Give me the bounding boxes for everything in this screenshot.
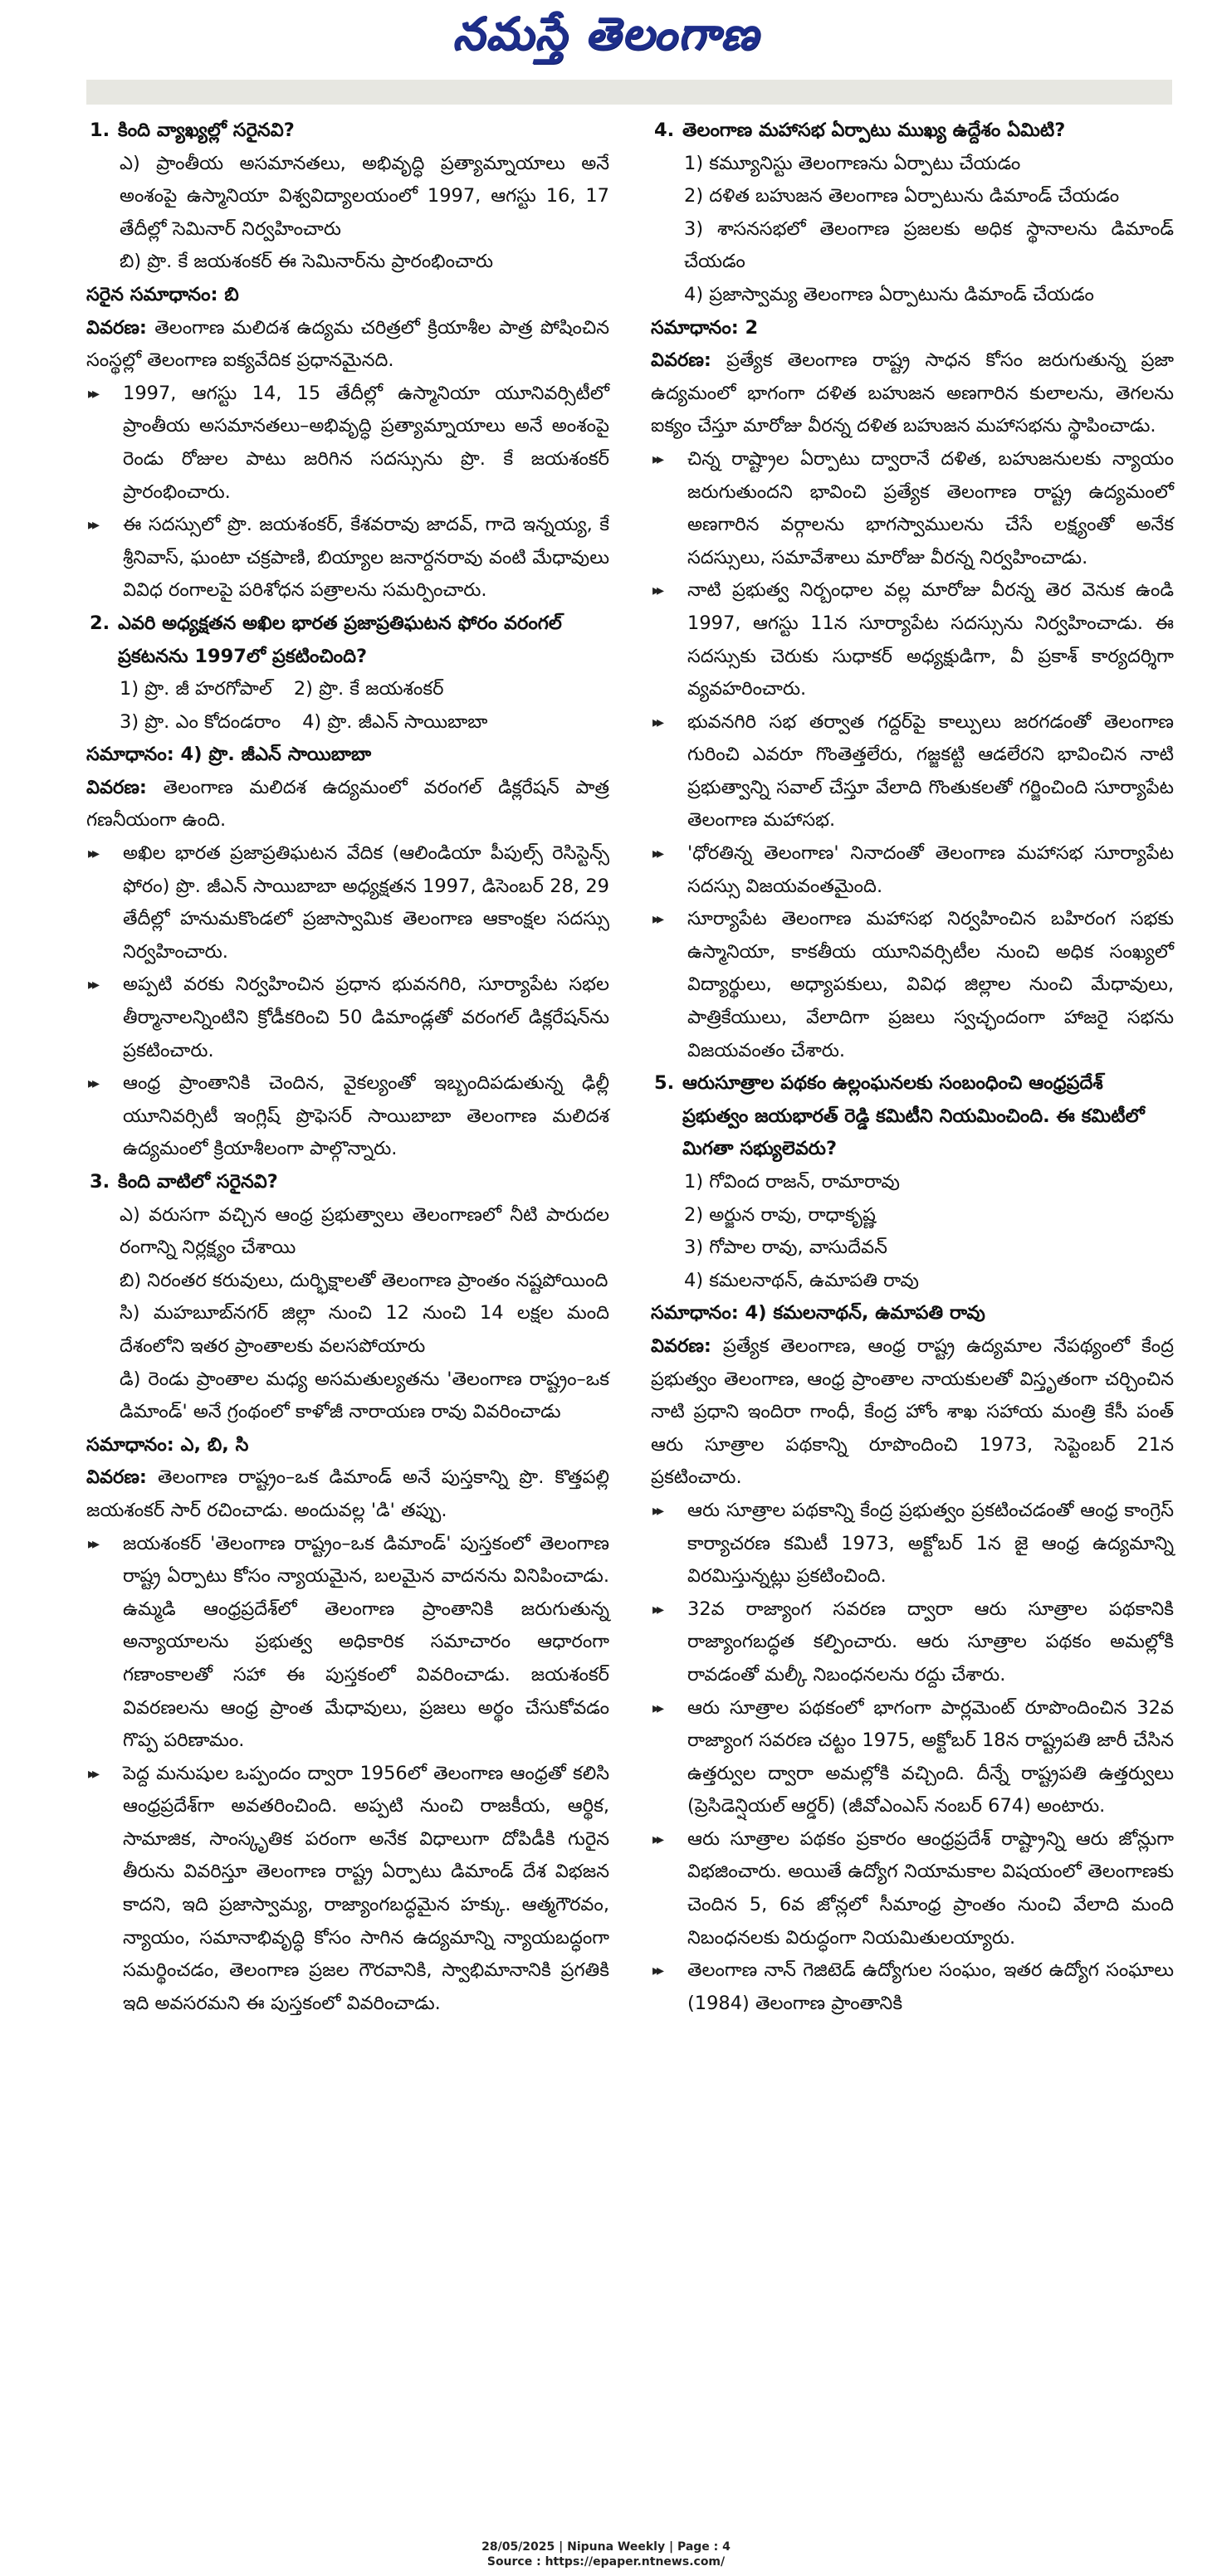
option-3: 3) గోపాల రావు, వాసుదేవన్ [684, 1237, 887, 1259]
right-column [651, 115, 1174, 2020]
double-arrow-icon: ▸▸ [652, 1962, 662, 1980]
question-text: తెలంగాణ మహాసభ ఏర్పాటు ముఖ్య ఉద్దేశం ఏమిటి? [682, 120, 1066, 141]
bullet-point: ▸▸ భువనగిరి సభ తర్వాత గద్దర్‌పై కాల్పులు జరగడంతో తెలంగాణ గురించి ఎవరూ గొంతెత్తలేరు, గజ్జకట్టి ఆడలేరని భావించిన నాటి ప్రభుత్వాన్ని సవాల్ చేస్తూ వేలాది గొంతుకలతో గర్జించింది సూర్యాపేట తెలంగాణ మహాసభ. [651, 706, 1174, 837]
double-arrow-icon: ▸▸ [652, 450, 662, 468]
explanation [651, 344, 1174, 443]
question-text: కింది వాటిలో సరైనవి? [118, 1171, 278, 1193]
double-arrow-icon: ▸▸ [652, 1699, 662, 1717]
double-arrow-icon: ▸▸ [88, 1534, 97, 1553]
header-band [86, 80, 1172, 105]
bullet-point: ▸▸ ఆరు సూత్రాల పథకం ప్రకారం ఆంధ్రప్రదేశ్ రాష్ట్రాన్ని ఆరు జోన్లుగా విభజించారు. అయితే ఉద్యోగ నియామకాల విషయంలో తెలంగాణకు చెందిన 5, 6వ జోన్లలో సీమాంధ్ర ప్రాంతం నుంచి వేలాది మంది నిబంధనలకు విరుద్ధంగా నియమితులయ్యారు. [651, 1823, 1174, 1954]
left-column [86, 115, 609, 2020]
double-arrow-icon: ▸▸ [652, 582, 662, 600]
masthead [0, 0, 1212, 65]
option-4: 4) కమలనాథన్, ఉమాపతి రావు [684, 1269, 919, 1291]
double-arrow-icon: ▸▸ [88, 516, 97, 534]
explanation-label: వివరణ: [651, 1334, 711, 1357]
option-1: 1) గోవింద రాజన్, రామారావు [684, 1171, 900, 1193]
question-2 [86, 607, 609, 673]
option-c: సి) మహబూబ్‌నగర్ జిల్లా నుంచి 12 నుంచి 14 లక్షల మంది దేశంలోని ఇతర ప్రాంతాలకు వలసపోయారు [120, 1302, 609, 1357]
answer: సమాధానం: 4) కమలనాథన్, ఉమాపతి రావు [651, 1302, 985, 1325]
bullet-point: ▸▸ తెలంగాణ నాన్ గెజిటెడ్ ఉద్యోగుల సంఘం, ఇతర ఉద్యోగ సంఘాలు (1984) తెలంగాణ ప్రాంతానికి [651, 1954, 1174, 2020]
double-arrow-icon: ▸▸ [88, 976, 97, 994]
double-arrow-icon: ▸▸ [88, 1075, 97, 1093]
bullet-point: ▸▸ 1997, ఆగస్టు 14, 15 తేదీల్లో ఉస్మానియా యూనివర్సిటీలో ప్రాంతీయ అసమానతలు–అభివృద్ధి ప్రత్యామ్నాయాలు అనే అంశంపై రెండు రోజుల పాటు జరిగిన సదస్సును ప్రొ. కే జయశంకర్ ప్రారంభించారు. [86, 378, 609, 509]
bullet-point: ▸▸ అప్పటి వరకు నిర్వహించిన ప్రధాన భువనగిరి, సూర్యాపేట సభల తీర్మానాలన్నింటిని క్రోడీకరించి 50 డిమాండ్లతో వరంగల్ డిక్లరేషన్‌ను ప్రకటించారు. [86, 968, 609, 1067]
option-4: 4) ప్రజాస్వామ్య తెలంగాణ ఏర్పాటును డిమాండ్ చేయడం [684, 283, 1094, 305]
option-2: 2) అర్జున రావు, రాధాకృష్ణ [684, 1203, 876, 1226]
option-a: ఎ) ప్రాంతీయ అసమానతలు, అభివృద్ధి ప్రత్యామ్నాయాలు అనే అంశంపై ఉస్మానియా విశ్వవిద్యాలయంలో 1997, ఆగస్టు 16, 17 తేదీల్లో సెమినార్ నిర్వహించారు [120, 152, 609, 240]
answer: సమాధానం: 2 [651, 316, 759, 339]
explanation-label: వివరణ: [86, 1466, 147, 1489]
explanation-text: తెలంగాణ రాష్ట్రం–ఒక డిమాండ్ అనే పుస్తకాన్ని ప్రొ. కొత్తపల్లి జయశంకర్ సార్ రచించాడు. అందువల్ల 'డి' తప్పు. [86, 1466, 610, 1521]
question-number: 2. [90, 612, 110, 634]
answer: సరైన సమాధానం: బి [86, 283, 239, 305]
bullet-point: ▸▸ జయశంకర్ 'తెలంగాణ రాష్ట్రం–ఒక డిమాండ్' పుస్తకంలో తెలంగాణ రాష్ట్ర ఏర్పాటు కోసం న్యాయమైన, బలమైన వాదనను వినిపించాడు. ఉమ్మడి ఆంధ్రప్రదేశ్‌లో తెలంగాణ ప్రాంతానికి జరుగుతున్న అన్యాయాలను ప్రభుత్వ అధికారిక సమాచారం ఆధారంగా గణాంకాలతో సహా ఈ పుస్తకంలో వివరించాడు. జయశంకర్ వివరణలను ఆంధ్ర ప్రాంత మేధావులు, ప్రజలు అర్థం చేసుకోవడం గొప్ప పరిణామం. [86, 1528, 609, 1758]
question-4 [651, 115, 1174, 148]
explanation-label: వివరణ: [86, 316, 147, 339]
question-text: ఎవరి అధ్యక్షతన అఖిల భారత ప్రజాప్రతిఘటన ఫోరం వరంగల్ ప్రకటనను 1997లో ప్రకటించింది? [118, 612, 562, 667]
bullet-point: ▸▸ పెద్ద మనుషుల ఒప్పందం ద్వారా 1956లో తెలంగాణ ఆంధ్రతో కలిసి ఆంధ్రప్రదేశ్‌గా అవతరించింది. అప్పటి నుంచి రాజకీయ, ఆర్థిక, సామాజిక, సాంస్కృతిక పరంగా అనేక విధాలుగా దోపిడీకి గురైన తీరును వివరిస్తూ తెలంగాణ రాష్ట్ర ఏర్పాటు డిమాండ్ దేశ విభజన కాదని, ఇది ప్రజాస్వామ్య, రాజ్యాంగబద్ధమైన హక్కు. ఆత్మగౌరవం, న్యాయం, సమానాభివృద్ధి కోసం సాగిన ఉద్యమాన్ని న్యాయబద్ధంగా సమర్థించడం, తెలంగాణ ప్రజల గౌరవానికి, స్వాభిమానానికి ప్రగతికి ఇది అవసరమని ఈ పుస్తకంలో వివరించాడు. [86, 1758, 609, 2021]
bullet-point: ▸▸ 32వ రాజ్యాంగ సవరణ ద్వారా ఆరు సూత్రాల పథకానికి రాజ్యాంగబద్ధత కల్పించారు. ఆరు సూత్రాల పథకం అమల్లోకి రావడంతో మల్కీ నిబంధనలను రద్దు చేశారు. [651, 1593, 1174, 1692]
option-3: 3) శాసనసభలో తెలంగాణ ప్రజలకు అధిక స్థానాలను డిమాండ్ చేయడం [684, 217, 1174, 273]
double-arrow-icon: ▸▸ [652, 845, 662, 863]
question-1 [86, 115, 609, 148]
double-arrow-icon: ▸▸ [652, 910, 662, 929]
question-text: కింది వ్యాఖ్యల్లో సరైనవి? [118, 120, 295, 141]
option-2: 2) దళిత బహుజన తెలంగాణ ఏర్పాటును డిమాండ్ చేయడం [684, 185, 1120, 207]
bullet-point: ▸▸ ఆరు సూత్రాల పథకాన్ని కేంద్ర ప్రభుత్వం ప్రకటించడంతో ఆంధ్ర కాంగ్రెస్ కార్యాచరణ కమిటీ 1973, అక్టోబర్ 1న జై ఆంధ్ర ఉద్యమాన్ని విరమిస్తున్నట్లు ప్రకటించింది. [651, 1495, 1174, 1593]
footer-date-line: 28/05/2025 | Nipuna Weekly | Page : 4 [481, 2540, 731, 2554]
double-arrow-icon: ▸▸ [88, 384, 97, 402]
question-number: 4. [654, 120, 675, 141]
explanation-label: వివరణ: [651, 349, 711, 372]
question-text: ఆరుసూత్రాల పథకం ఉల్లంఘనలకు సంబంధించి ఆంధ్రప్రదేశ్ ప్రభుత్వం జయభారత్ రెడ్డి కమిటీని నియమించింది. ఈ కమిటీలో మిగతా సభ్యులెవరు? [682, 1072, 1145, 1160]
option-2: 2) ప్రొ. కే జయశంకర్ [293, 678, 444, 700]
double-arrow-icon: ▸▸ [652, 713, 662, 731]
explanation [86, 1461, 609, 1527]
option-3: 3) ప్రొ. ఎం కోదండరాం [120, 710, 281, 733]
option-1: 1) ప్రొ. జీ హరగోపాల్ [120, 678, 272, 700]
question-number: 5. [654, 1072, 675, 1095]
option-a: ఎ) వరుసగా వచ్చిన ఆంధ్ర ప్రభుత్వాలు తెలంగాణలో నీటి పారుదల రంగాన్ని నిర్లక్ష్యం చేశాయి [120, 1203, 609, 1259]
bullet-point: ▸▸ నాటి ప్రభుత్వ నిర్బంధాల వల్ల మారోజు వీరన్న తెర వెనుక ఉండి 1997, ఆగస్టు 11న సూర్యాపేట సదస్సును నిర్వహించాడు. ఈ సదస్సుకు చెరుకు సుధాకర్ అధ్యక్షుడిగా, వీ ప్రకాశ్ కార్యదర్శిగా వ్యవహరించారు. [651, 574, 1174, 705]
bullet-point: ▸▸ చిన్న రాష్ట్రాల ఏర్పాటు ద్వారానే దళిత, బహుజనులకు న్యాయం జరుగుతుందని భావించి ప్రత్యేక తెలంగాణ రాష్ట్ర ఉద్యమంలో అణగారిన వర్గాలను భాగస్వాములను చేసే లక్ష్యంతో అనేక సదస్సులు, సమావేశాలు మారోజు వీరన్న నిర్వహించాడు. [651, 443, 1174, 574]
question-5 [651, 1067, 1174, 1166]
options-row [86, 673, 609, 706]
explanation-text: ప్రత్యేక తెలంగాణ రాష్ట్ర సాధన కోసం జరుగుతున్న ప్రజా ఉద్యమంలో భాగంగా దళిత బహుజన అణగారిన కులాలను, తెగలను ఐక్యం చేస్తూ మారోజు వీరన్న దళిత బహుజన మహాసభను స్థాపించాడు. [651, 349, 1175, 437]
explanation-label: వివరణ: [86, 776, 147, 798]
explanation [86, 312, 609, 378]
option-b: బి) ప్రొ. కే జయశంకర్ ఈ సెమినార్‌ను ప్రారంభించారు [120, 251, 494, 273]
answer: సమాధానం: 4) ప్రొ. జీఎన్ సాయిబాబా [86, 744, 372, 766]
option-d: డి) రెండు ప్రాంతాల మధ్య అసమతుల్యతను 'తెలంగాణ రాష్ట్రం–ఒక డిమాండ్' అనే గ్రంథంలో కాళోజీ నారాయణ రావు వివరించాడు [120, 1368, 609, 1423]
option-4: 4) ప్రొ. జీఎన్ సాయిబాబా [302, 710, 488, 733]
double-arrow-icon: ▸▸ [88, 1764, 97, 1783]
bullet-point: ▸▸ సూర్యాపేట తెలంగాణ మహాసభ నిర్వహించిన బహిరంగ సభకు ఉస్మానియా, కాకతీయ యూనివర్సిటీల నుంచి అధిక సంఖ్యలో విద్యార్థులు, అధ్యాపకులు, వివిధ జిల్లాల నుంచి మేధావులు, పాత్రికేయులు, వేలాదిగా ప్రజలు స్వచ్ఛందంగా హాజరై సభను విజయవంతం చేశారు. [651, 903, 1174, 1067]
option-b: బి) నిరంతర కరువులు, దుర్భిక్షాలతో తెలంగాణ ప్రాంతం నష్టపోయింది [120, 1269, 608, 1291]
double-arrow-icon: ▸▸ [652, 1600, 662, 1618]
bullet-point: ▸▸ 'ధోరతిన్న తెలంగాణ' నినాదంతో తెలంగాణ మహాసభ సూర్యాపేట సదస్సు విజయవంతమైంది. [651, 837, 1174, 903]
newspaper-logo: నమస్తే తెలంగాణ [452, 7, 760, 60]
bullet-point: ▸▸ ఈ సదస్సులో ప్రొ. జయశంకర్, కేశవరావు జాదవ్, గాదె ఇన్నయ్య, కే శ్రీనివాస్, ఘంటా చక్రపాణి, బియ్యాల జనార్దనరావు వంటి మేధావులు వివిధ రంగాలపై పరిశోధన పత్రాలను సమర్పించారు. [86, 509, 609, 607]
answer: సమాధానం: ఎ, బి, సి [86, 1433, 249, 1456]
page-footer [0, 2539, 1212, 2569]
bullet-point: ▸▸ అఖిల భారత ప్రజాప్రతిఘటన వేదిక (ఆలిండియా పీపుల్స్ రెసిస్టెన్స్ ఫోరం) ప్రొ. జీఎన్ సాయిబాబా అధ్యక్షతన 1997, డిసెంబర్ 28, 29 తేదీల్లో హనుమకొండలో ప్రజాస్వామిక తెలంగాణ ఆకాంక్షల సదస్సు నిర్వహించారు. [86, 837, 609, 968]
question-number: 3. [90, 1171, 110, 1193]
explanation [651, 1330, 1174, 1495]
double-arrow-icon: ▸▸ [652, 1501, 662, 1520]
options-row [86, 706, 609, 739]
double-arrow-icon: ▸▸ [652, 1830, 662, 1848]
bullet-point: ▸▸ ఆరు సూత్రాల పథకంలో భాగంగా పార్లమెంట్ రూపొందించిన 32వ రాజ్యాంగ సవరణ చట్టం 1975, అక్టోబర్ 18న రాష్ట్రపతి జారీ చేసిన ఉత్తర్వుల ద్వారా అమల్లోకి వచ్చింది. దీన్నే రాష్ట్రపతి ఉత్తర్వులు (ప్రెసిడెన్షియల్ ఆర్డర్) (జీవోఎంఎస్ నంబర్ 674) అంటారు. [651, 1692, 1174, 1823]
explanation-text: తెలంగాణ మలిదశ ఉద్యమంలో వరంగల్ డిక్లరేషన్ పాత్ర గణనీయంగా ఉంది. [86, 776, 609, 832]
explanation [86, 772, 609, 837]
footer-source-line: Source : https://epaper.ntnews.com/ [486, 2555, 726, 2569]
explanation-text: తెలంగాణ మలిదశ ఉద్యమ చరిత్రలో క్రియాశీల పాత్ర పోషించిన సంస్థల్లో తెలంగాణ ఐక్యవేదిక ప్రధానమైనది. [86, 316, 609, 372]
question-number: 1. [90, 120, 110, 141]
question-3 [86, 1166, 609, 1199]
double-arrow-icon: ▸▸ [88, 845, 97, 863]
bullet-point: ▸▸ ఆంధ్ర ప్రాంతానికి చెందిన, వైకల్యంతో ఇబ్బందిపడుతున్న ఢిల్లీ యూనివర్సిటీ ఇంగ్లిష్ ప్రొఫెసర్ సాయిబాబా తెలంగాణ మలిదశ ఉద్యమంలో క్రియాశీలంగా పాల్గొన్నారు. [86, 1067, 609, 1166]
explanation-text: ప్రత్యేక తెలంగాణ, ఆంధ్ర రాష్ట్ర ఉద్యమాల నేపథ్యంలో కేంద్ర ప్రభుత్వం తెలంగాణ, ఆంధ్ర ప్రాంతాల నాయకులతో విస్తృతంగా చర్చించిన నాటి ప్రధాని ఇందిరా గాంధీ, కేంద్ర హోం శాఖ సహాయ మంత్రి కేసీ పంత్ ఆరు సూత్రాల పథకాన్ని రూపొందించి 1973, సెప్టెంబర్ 21న ప్రకటించారు. [651, 1334, 1174, 1489]
option-1: 1) కమ్యూనిస్టు తెలంగాణను ఏర్పాటు చేయడం [684, 152, 1021, 174]
